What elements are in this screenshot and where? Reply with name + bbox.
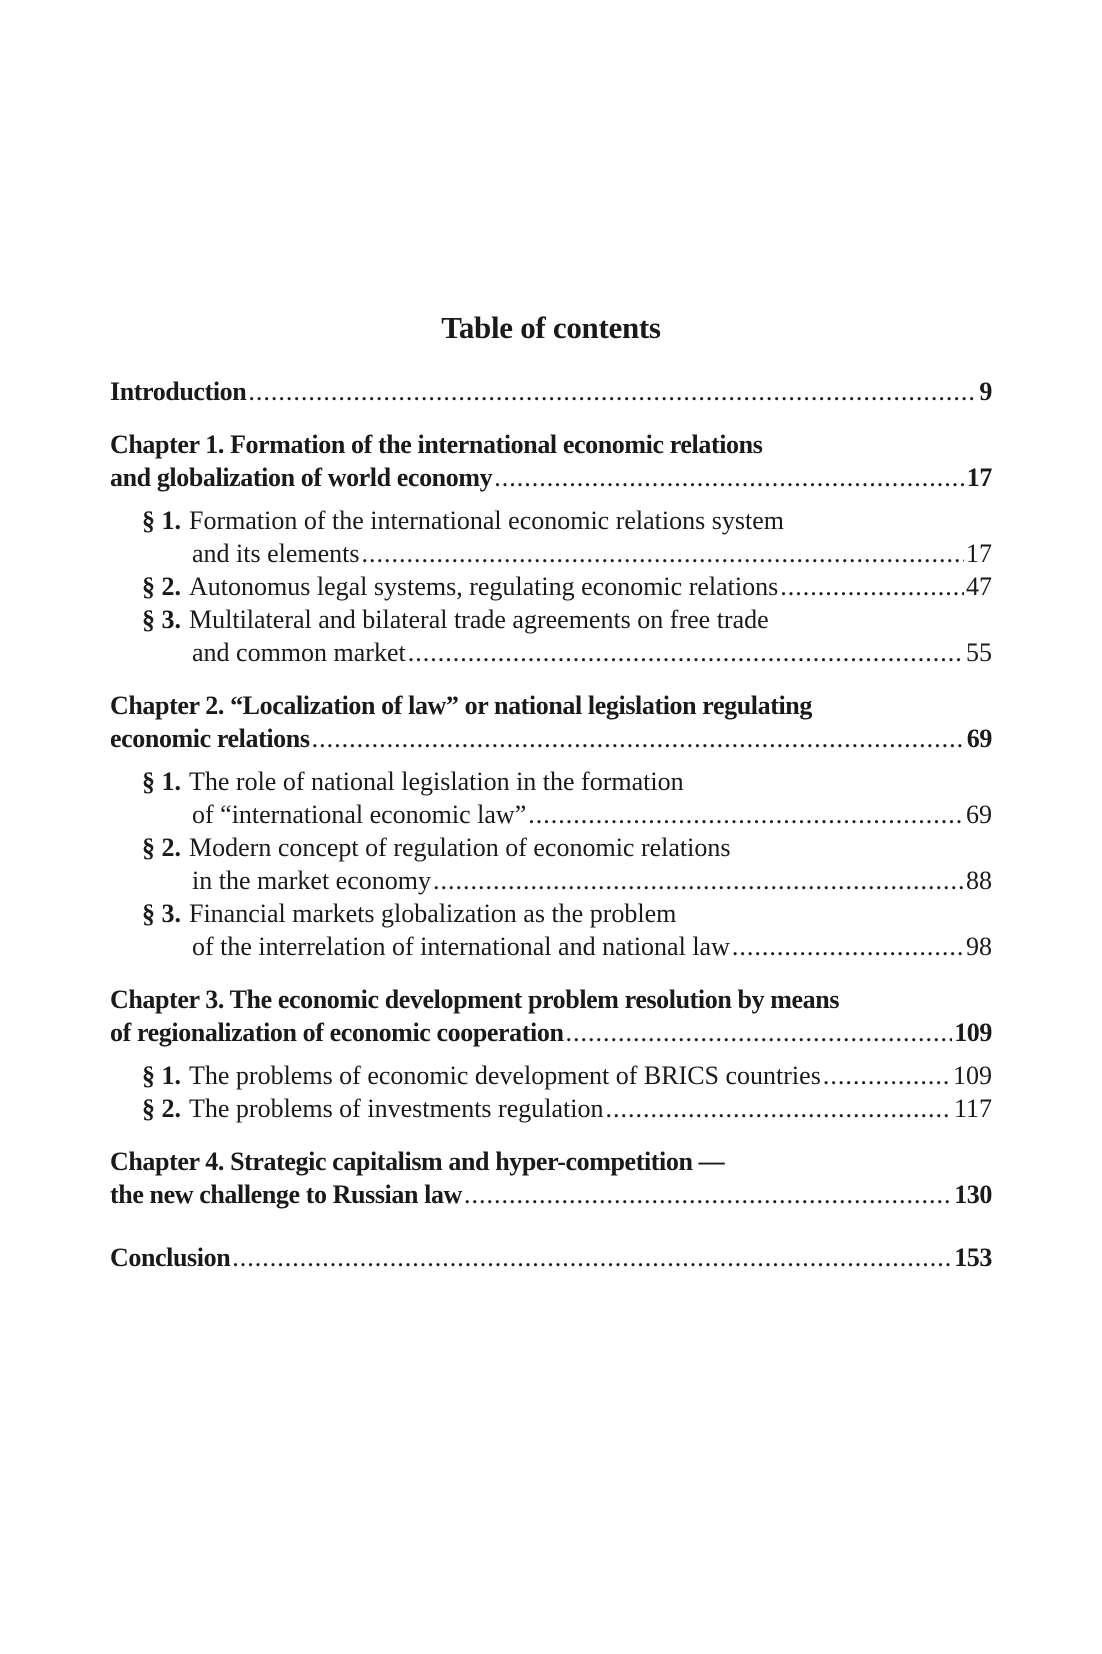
toc-entry-section-2-1[interactable] <box>110 765 992 831</box>
dot-leader <box>232 1241 952 1274</box>
section-title-line: Modern concept of regulation of economic relations <box>189 833 731 862</box>
chapter-title-line: Chapter 1. Formation of the international economic relations <box>110 430 763 459</box>
section-number: § 3. <box>142 899 181 928</box>
dot-leader <box>312 722 965 755</box>
chapter-title-line: and globalization of world economy <box>110 463 493 492</box>
section-number: § 1. <box>142 506 181 535</box>
toc-entry-section-2-3[interactable] <box>110 897 992 963</box>
section-title-line: and its elements <box>192 539 360 568</box>
table-of-contents <box>110 375 992 1274</box>
chapter-title-line: economic relations <box>110 724 310 753</box>
toc-entry-section-1-1[interactable] <box>110 504 992 570</box>
toc-entry-conclusion[interactable] <box>110 1241 992 1274</box>
section-title-line: Autonomus legal systems, regulating economic relations <box>189 572 779 601</box>
dot-leader <box>464 1178 952 1211</box>
entry-title: Conclusion <box>110 1243 231 1272</box>
section-title-line: Multilateral and bilateral trade agreements on free trade <box>189 605 769 634</box>
dot-leader <box>823 1059 951 1092</box>
page-number: 55 <box>966 638 992 667</box>
page-number: 98 <box>966 932 992 961</box>
toc-entry-introduction[interactable] <box>110 375 992 408</box>
chapter-title-line: Chapter 2. “Localization of law” or national legislation regulating <box>110 691 812 720</box>
chapter-title-line: the new challenge to Russian law <box>110 1180 462 1209</box>
section-number: § 2. <box>142 1094 181 1123</box>
page-number: 47 <box>966 572 992 601</box>
section-title-line: The problems of economic development of BRICS countries <box>189 1061 821 1090</box>
page-number: 88 <box>966 866 992 895</box>
dot-leader <box>780 570 964 603</box>
toc-entry-section-1-2[interactable] <box>110 570 992 603</box>
page-number: 117 <box>953 1094 992 1123</box>
dot-leader <box>732 930 964 963</box>
toc-entry-section-3-2[interactable] <box>110 1092 992 1125</box>
page-title: Table of contents <box>441 310 661 345</box>
dot-leader <box>248 375 977 408</box>
section-title-line: and common market <box>192 638 406 667</box>
section-title-line: in the market economy <box>192 866 431 895</box>
dot-leader <box>433 864 964 897</box>
toc-entry-chapter-2[interactable] <box>110 689 992 755</box>
page-number: 69 <box>966 724 992 753</box>
chapter-title-line: of regionalization of economic cooperation <box>110 1018 564 1047</box>
toc-entry-section-3-1[interactable] <box>110 1059 992 1092</box>
page-number: 17 <box>966 463 992 492</box>
section-number: § 1. <box>142 767 181 796</box>
toc-entry-chapter-4[interactable] <box>110 1145 992 1211</box>
section-number: § 3. <box>142 605 181 634</box>
toc-entry-section-1-3[interactable] <box>110 603 992 669</box>
toc-entry-chapter-1[interactable] <box>110 428 992 494</box>
dot-leader <box>408 636 964 669</box>
page-number: 109 <box>953 1061 992 1090</box>
toc-entry-section-2-2[interactable] <box>110 831 992 897</box>
section-title-line: of “international economic law” <box>192 800 527 829</box>
section-number: § 2. <box>142 833 181 862</box>
toc-entry-chapter-3[interactable] <box>110 983 992 1049</box>
dot-leader <box>494 461 965 494</box>
entry-title: Introduction <box>110 377 247 406</box>
dot-leader <box>362 537 964 570</box>
section-title-line: of the interrelation of international and national law <box>192 932 730 961</box>
section-title-line: The role of national legislation in the formation <box>189 767 684 796</box>
page-number: 130 <box>954 1180 992 1209</box>
section-title-line: The problems of investments regulation <box>189 1094 604 1123</box>
page-number: 9 <box>979 377 992 406</box>
page-number: 69 <box>966 800 992 829</box>
chapter-title-line: Chapter 3. The economic development problem resolution by means <box>110 985 840 1014</box>
page-number: 153 <box>954 1243 992 1272</box>
section-number: § 2. <box>142 572 181 601</box>
section-title-line: Formation of the international economic relations system <box>189 506 784 535</box>
dot-leader <box>605 1092 951 1125</box>
page-number: 17 <box>966 539 992 568</box>
page-number: 109 <box>954 1018 992 1047</box>
dot-leader <box>566 1016 953 1049</box>
section-number: § 1. <box>142 1061 181 1090</box>
section-title-line: Financial markets globalization as the problem <box>189 899 677 928</box>
chapter-title-line: Chapter 4. Strategic capitalism and hyper-competition — <box>110 1147 725 1176</box>
dot-leader <box>528 798 964 831</box>
